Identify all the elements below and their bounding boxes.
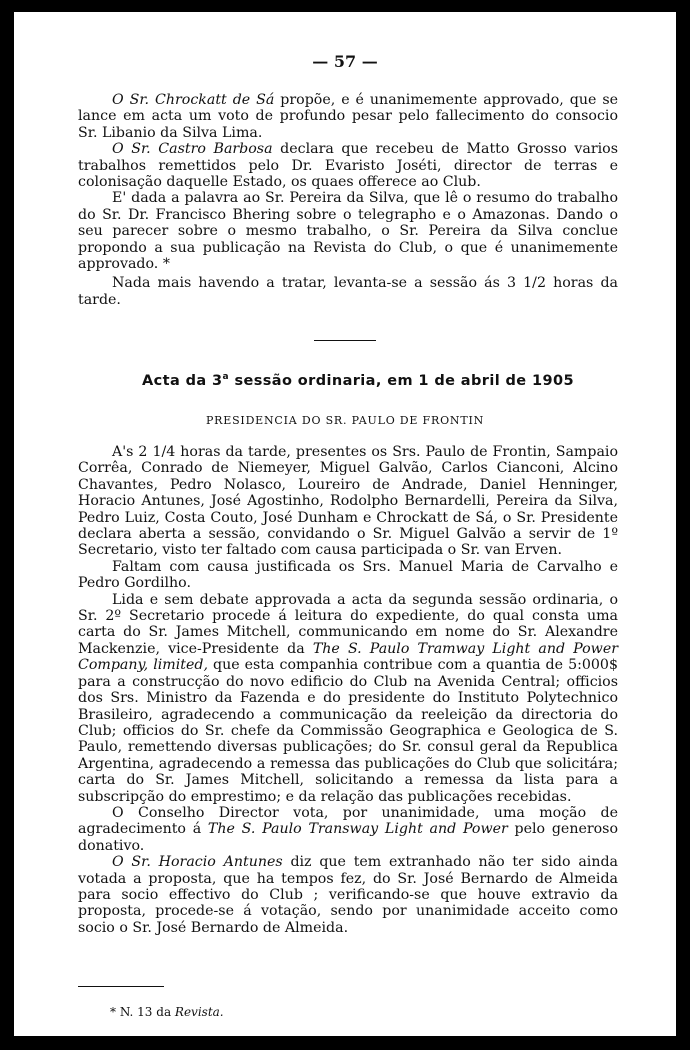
document-page <box>14 12 676 1036</box>
footnote: * N. 13 da Revista. <box>110 1005 224 1019</box>
paragraph: O Conselho Director vota, por unanimidade, uma moção de agradecimento á The S. Paulo Transway Light and Power pelo generoso donativo. <box>78 804 618 854</box>
paragraph <box>78 559 618 592</box>
paragraph-text: declara que recebeu de Matto Grosso varios trabalhos remettidos pelo Dr. Evaristo Joséti, director de terras e colonisação daquelle Estado, os quaes offerece ao Club. <box>78 141 618 191</box>
paragraph <box>78 854 618 936</box>
paragraph <box>78 190 618 272</box>
speaker-name: O Sr. Horacio Antunes <box>112 854 283 871</box>
paragraph-text: diz que tem extranhado não ter sido ainda votada a proposta, que ha tempos fez, do Sr. José Bernardo de Almeida para socio effectivo do Club ; verificando-se que houve extravio da proposta, procede-se á votação, sendo por unanimidade acceito como socio o Sr. José Bernardo de Almeida. <box>78 854 618 936</box>
company-name: The S. Paulo Tramway Light and Power Company, limited, <box>78 640 619 674</box>
paragraph-text: Faltam com causa justificada os Srs. Manuel Maria de Carvalho e Pedro Gordilho. <box>78 558 618 592</box>
paragraph <box>78 275 618 308</box>
paragraph-text: E' dada a palavra ao Sr. Pereira da Silva, que lê o resumo do trabalho do Sr. Dr. Francisco Bhering sobre o telegrapho e o Amazonas. Dando o seu parecer sobre o mesmo trabalho, o Sr. Pereira da Silva conclue propondo a sua publicação na Revista do Club, o que é unanimemente approvado. * <box>78 190 618 273</box>
paragraph-text: propõe, e é unanimemente approvado, que se lance em acta um voto de profundo pesar pelo fallecimento do consocio Sr. Libanio da Silva Lima. <box>78 92 618 141</box>
minutes-body <box>78 444 618 936</box>
presidencia-line: PRESIDENCIA DO SR. PAULO DE FRONTIN <box>205 414 485 427</box>
section-divider <box>314 340 376 341</box>
footnote-mark: * <box>110 1005 116 1019</box>
paragraph-text: Nada mais havendo a tratar, levanta-se a sessão ás 3 1/2 horas da tarde. <box>78 275 618 308</box>
section-heading: Acta da 3$^a$ sessão ordinaria, em 1 de abril de 1905 <box>142 372 574 389</box>
paragraph <box>78 92 618 141</box>
footnote-divider <box>78 986 164 987</box>
speaker-name: O Sr. Chrockatt de Sá <box>112 92 275 108</box>
company-name: The S. Paulo Transway Light and Power <box>207 821 508 838</box>
speaker-name: O Sr. Castro Barbosa <box>112 141 273 158</box>
page-number: — 57 — <box>312 52 378 71</box>
paragraph: Lida e sem debate approvada a acta da segunda sessão ordinaria, o Sr. 2º Secretario procede á leitura do expediente, do qual consta uma carta do Sr. James Mitchell, communicando em nome do Sr. Alexandre Mackenzie, vice-Presidente da The S. Paulo Tramway Light and Power Company, limited, que esta companhia contribue com a quantia de 5:000$ para a construcção do novo edificio do Club na Avenida Central; officios dos Srs. Ministro da Fazenda e do presidente do Instituto Polytechnico Brasileiro, agradecendo a communicação da reeleição da directoria do Club; officios do Sr. chefe da Commissão Geographica e Geologica de S. Paulo, remettendo diversas publicações; do Sr. consul geral da Republica Argentina, agradecendo a remessa das publicações do Club que solicitára; carta do Sr. James Mitchell, solicitando a remessa da lista para a subscripção do emprestimo; e da relação das publicações recebidas. <box>78 591 619 805</box>
paragraph-text: A's 2 1/4 horas da tarde, presentes os Srs. Paulo de Frontin, Sampaio Corrêa, Conrado de Niemeyer, Miguel Galvão, Carlos Cianconi, Alcino Chavantes, Pedro Nolasco, Loureiro de Andrade, Daniel Henninger, Horacio Antunes, José Agostinho, Rodolpho Bernardelli, Pereira da Silva, Pedro Luiz, Costa Couto, José Dunham e Chrockatt de Sá, o Sr. Presidente declara aberta a sessão, convidando o Sr. Miguel Galvão a servir de 1º Secretario, visto ter faltado com causa participada o Sr. van Erven. <box>78 444 618 559</box>
paragraph <box>78 141 618 190</box>
minutes-continuation <box>78 92 618 308</box>
paragraph <box>78 444 618 559</box>
